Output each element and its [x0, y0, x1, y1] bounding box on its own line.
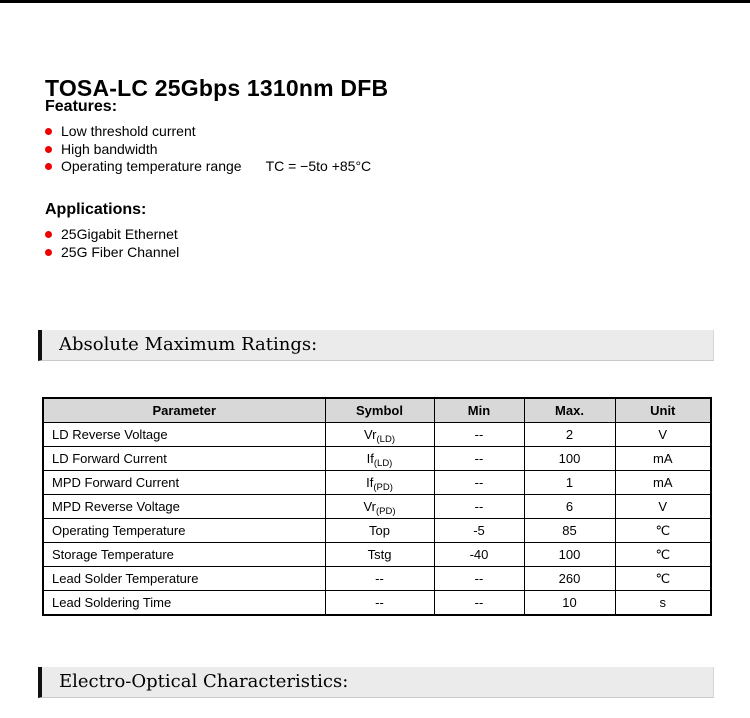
bullet-icon — [45, 146, 52, 153]
cell-max: 10 — [524, 591, 615, 616]
cell-unit: ℃ — [615, 567, 711, 591]
cell-min: -40 — [434, 543, 524, 567]
cell-symbol — [325, 567, 434, 591]
symbol-base: -- — [375, 595, 384, 610]
table-header-row — [43, 398, 711, 423]
cell-unit: V — [615, 495, 711, 519]
table-row — [43, 423, 711, 447]
cell-symbol — [325, 447, 434, 471]
cell-unit: ℃ — [615, 543, 711, 567]
cell-symbol — [325, 591, 434, 616]
application-item — [45, 244, 179, 262]
cell-max: 2 — [524, 423, 615, 447]
section-header-electro-optical-characteristics — [38, 667, 714, 698]
cell-parameter: MPD Forward Current — [43, 471, 325, 495]
cell-unit: mA — [615, 447, 711, 471]
cell-min: -- — [434, 495, 524, 519]
symbol-base: Vr — [363, 427, 377, 442]
bullet-icon — [45, 231, 52, 238]
absolute-maximum-ratings-table — [42, 397, 712, 616]
feature-item-label: High bandwidth — [61, 140, 158, 157]
cell-parameter: LD Reverse Voltage — [43, 423, 325, 447]
cell-unit: V — [615, 423, 711, 447]
bullet-icon — [45, 128, 52, 135]
symbol-base: -- — [375, 571, 384, 586]
table-row — [43, 471, 711, 495]
feature-item — [45, 141, 371, 159]
cell-symbol — [325, 495, 434, 519]
feature-item — [45, 158, 371, 176]
applications-list — [45, 226, 179, 261]
table-row — [43, 447, 711, 471]
cell-max: 85 — [524, 519, 615, 543]
application-item-label: 25G Fiber Channel — [61, 243, 180, 260]
column-header-symbol: Symbol — [325, 398, 434, 423]
bullet-icon — [45, 163, 52, 170]
cell-parameter: Operating Temperature — [43, 519, 325, 543]
table-row — [43, 591, 711, 616]
column-header-min: Min — [434, 398, 524, 423]
cell-min: -- — [434, 447, 524, 471]
symbol-base: If — [366, 451, 374, 466]
bullet-icon — [45, 249, 52, 256]
cell-min: -- — [434, 591, 524, 616]
column-header-parameter: Parameter — [43, 398, 325, 423]
cell-symbol — [325, 519, 434, 543]
cell-unit: s — [615, 591, 711, 616]
cell-max: 100 — [524, 543, 615, 567]
cell-parameter: MPD Reverse Voltage — [43, 495, 325, 519]
feature-item-label: Low threshold current — [61, 123, 196, 139]
cell-min: -- — [434, 423, 524, 447]
section-header-absolute-maximum-ratings — [38, 330, 714, 361]
cell-parameter: Storage Temperature — [43, 543, 325, 567]
table-row — [43, 495, 711, 519]
features-section — [45, 98, 371, 176]
cell-parameter: Lead Soldering Time — [43, 591, 325, 616]
application-item — [45, 226, 179, 244]
table-row — [43, 543, 711, 567]
cell-symbol — [325, 423, 434, 447]
cell-max: 100 — [524, 447, 615, 471]
features-list — [45, 123, 371, 176]
page-title: TOSA-LC 25Gbps 1310nm DFB — [45, 75, 389, 102]
cell-parameter: Lead Solder Temperature — [43, 567, 325, 591]
cell-max: 1 — [524, 471, 615, 495]
symbol-subscript: (LD) — [376, 433, 395, 445]
cell-parameter: LD Forward Current — [43, 447, 325, 471]
top-rule — [0, 0, 750, 3]
cell-max: 260 — [524, 567, 615, 591]
symbol-base: If — [366, 475, 374, 490]
applications-heading: Applications: — [45, 201, 147, 218]
table-row — [43, 567, 711, 591]
symbol-subscript: (PD) — [376, 505, 396, 517]
symbol-subscript: (PD) — [373, 481, 393, 493]
symbol-subscript: (LD) — [373, 457, 393, 469]
cell-symbol — [325, 471, 434, 495]
feature-item-detail: TC = −5to +85°C — [265, 158, 372, 174]
column-header-unit: Unit — [615, 398, 711, 423]
feature-item — [45, 123, 371, 141]
cell-unit: mA — [615, 471, 711, 495]
cell-min: -- — [434, 567, 524, 591]
symbol-base: Vr — [363, 499, 376, 514]
features-heading: Features: — [45, 98, 118, 115]
cell-symbol — [325, 543, 434, 567]
section-header-label: Absolute Maximum Ratings: — [59, 334, 318, 355]
cell-min: -5 — [434, 519, 524, 543]
section-header-label: Electro-Optical Characteristics: — [59, 671, 349, 692]
application-item-label: 25Gigabit Ethernet — [61, 226, 178, 242]
feature-item-label: Operating temperature range — [61, 158, 242, 174]
symbol-base: Tstg — [367, 547, 392, 562]
table-row — [43, 519, 711, 543]
cell-unit: ℃ — [615, 519, 711, 543]
column-header-max: Max. — [524, 398, 615, 423]
symbol-base: Top — [369, 523, 390, 538]
applications-section — [45, 201, 179, 261]
cell-max: 6 — [524, 495, 615, 519]
cell-min: -- — [434, 471, 524, 495]
